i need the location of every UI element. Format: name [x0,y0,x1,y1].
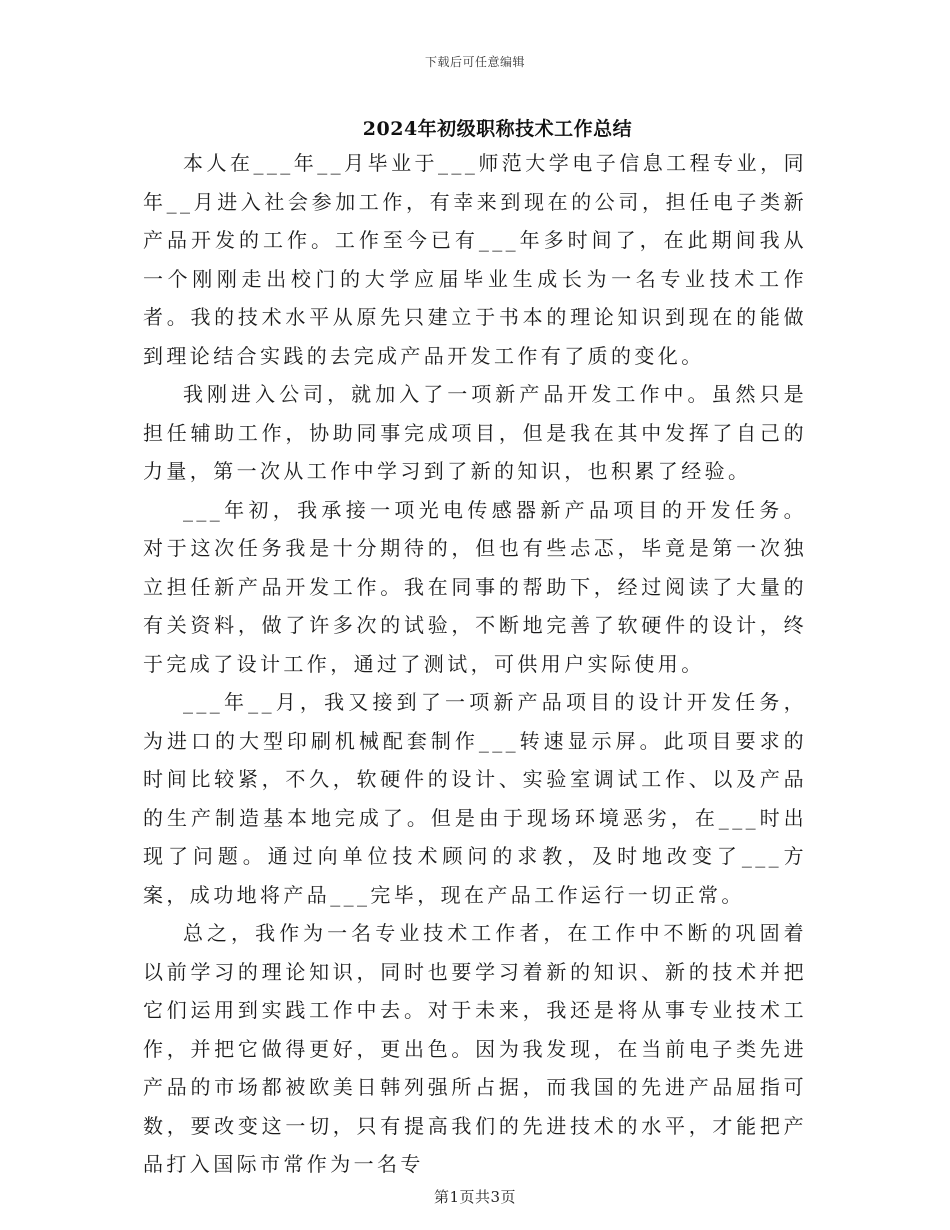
paragraph-4: ___年__月，我又接到了一项新产品项目的设计开发任务，为进口的大型印刷机械配套制作___转速显示屏。此项目要求的时间比较紧，不久，软硬件的设计、实验室调试工作、以及产品的生产制造基本地完成了。但是由于现场环境恶劣，在___时出现了问题。通过向单位技术顾问的求教，及时地改变了___方案，成功地将产品___完毕，现在产品工作运行一切正常。 [143,690,807,907]
paragraph-2: 我刚进入公司，就加入了一项新产品开发工作中。虽然只是担任辅助工作，协助同事完成项目，但是我在其中发挥了自己的力量，第一次从工作中学习到了新的知识，也积累了经验。 [143,382,807,483]
header-note: 下载后可任意编辑 [424,55,525,69]
document-body [143,144,807,1184]
document-title: 2024年初级职称技术工作总结 [362,118,633,140]
paragraph-1: 本人在___年__月毕业于___师范大学电子信息工程专业，同年__月进入社会参加工作，有幸来到现在的公司，担任电子类新产品开发的工作。工作至今已有___年多时间了，在此期间我从一个刚刚走出校门的大学应届毕业生成长为一名专业技术工作者。我的技术水平从原先只建立于书本的理论知识到现在的能做到理论结合实践的去完成产品开发工作有了质的变化。 [143,151,807,368]
paragraph-5: 总之，我作为一名专业技术工作者，在工作中不断的巩固着以前学习的理论知识，同时也要学习着新的知识、新的技术并把它们运用到实践工作中去。对于未来，我还是将从事专业技术工作，并把它做得更好，更出色。因为我发现，在当前电子类先进产品的市场都被欧美日韩列强所占据，而我国的先进产品屈指可数，要改变这一切，只有提高我们的先进技术的水平，才能把产品打入国际市常作为一名专 [143,921,807,1176]
page-number: 第1页共3页 [433,1188,517,1206]
paragraph-3: ___年初，我承接一项光电传感器新产品项目的开发任务。对于这次任务我是十分期待的，但也有些忐忑，毕竟是第一次独立担任新产品开发工作。我在同事的帮助下，经过阅读了大量的有关资料，做了许多次的试验，不断地完善了软硬件的设计，终于完成了设计工作，通过了测试，可供用户实际使用。 [143,497,807,676]
